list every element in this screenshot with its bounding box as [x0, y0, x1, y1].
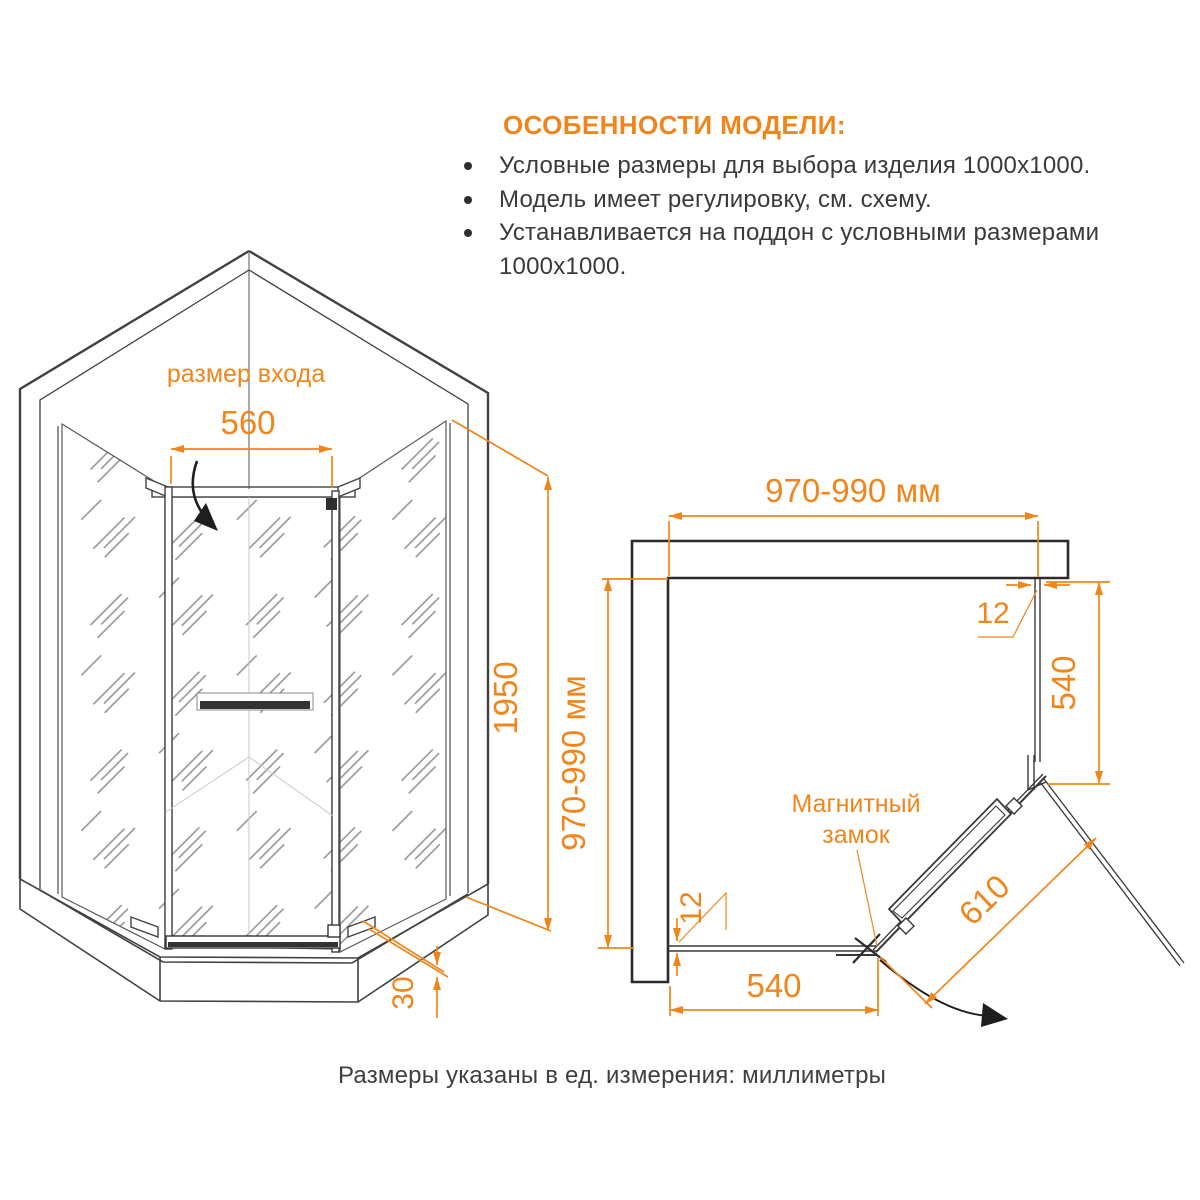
dim-entrance-width: 560: [220, 404, 276, 441]
magnetic-lock-label: замок: [822, 821, 890, 849]
entrance-size-label: размер входа: [166, 360, 326, 388]
door-handle: [326, 498, 337, 510]
door-glass-panel: [172, 497, 332, 949]
right-glass-panel: [340, 421, 446, 952]
dim-right-panel: 540: [1045, 655, 1082, 711]
dim-plan-width: 970-990 мм: [765, 472, 941, 509]
plan-view-drawing: [555, 472, 1184, 1027]
towel-bar: [197, 693, 313, 710]
feature-item: Устанавливается на поддон с условными размерами 1000x1000.: [455, 216, 1185, 283]
feature-item: Модель имеет регулировку, см. схему.: [455, 183, 1185, 217]
magnetic-lock-label: Магнитный: [791, 790, 921, 818]
dim-gap-top: 12: [976, 597, 1010, 630]
front-view-drawing: [20, 251, 551, 1018]
units-note: Размеры указаны в ед. измерения: миллиметры: [338, 1062, 887, 1089]
dim-door-width: 610: [951, 867, 1017, 933]
glass-panels: [62, 421, 446, 952]
door-open-position: [1040, 782, 1180, 966]
left-glass-panel: [62, 424, 165, 949]
door-post-left: [165, 487, 172, 949]
plan-dimensions: [598, 516, 1110, 1016]
dim-tray-height: 30: [387, 976, 420, 1010]
features-title: ОСОБЕННОСТИ МОДЕЛИ:: [503, 110, 846, 140]
dim-height: 1950: [487, 661, 524, 735]
dim-bottom-panel: 540: [746, 967, 802, 1004]
feature-item: Условные размеры для выбора изделия 1000x1000.: [455, 149, 1185, 183]
dim-gap-left: 12: [675, 891, 708, 925]
door-post-right: [332, 491, 339, 952]
door-swing-arrow-plan: [880, 960, 1008, 1027]
dim-plan-depth: 970-990 мм: [555, 675, 592, 851]
